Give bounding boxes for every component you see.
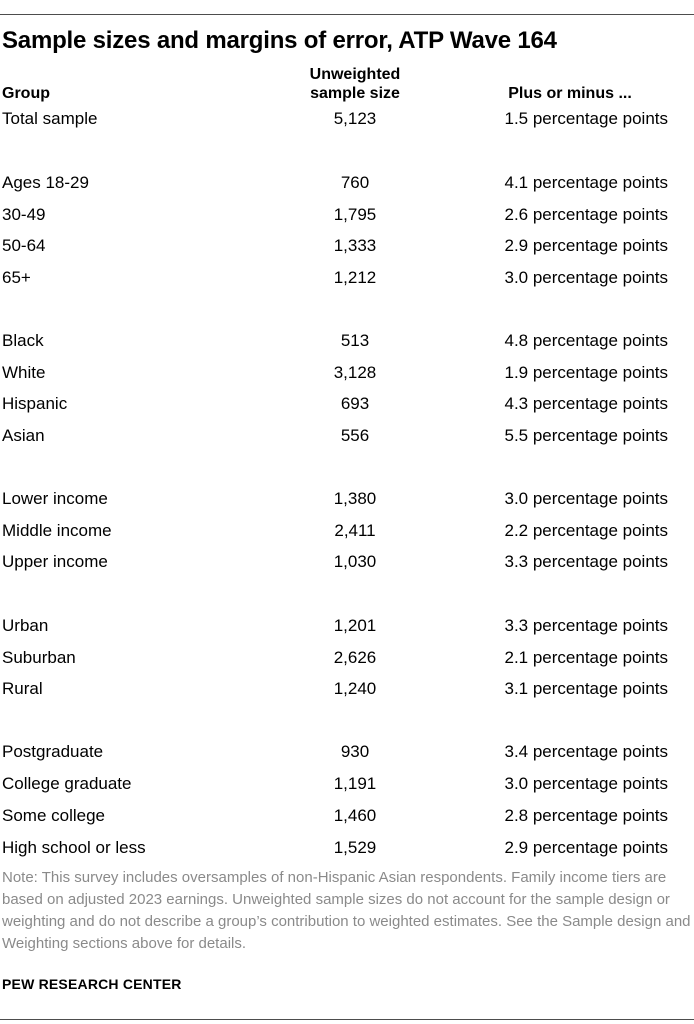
row-margin-of-error: 3.0 percentage points: [504, 774, 668, 793]
row-group: High school or less: [2, 838, 146, 857]
row-margin-of-error: 2.1 percentage points: [504, 648, 668, 667]
row-sample-size: 760: [340, 173, 370, 192]
row-margin-of-error: 3.0 percentage points: [504, 489, 668, 508]
row-group: Lower income: [2, 489, 108, 508]
row-margin-of-error: 2.9 percentage points: [504, 236, 668, 255]
row-margin-of-error: 3.0 percentage points: [504, 268, 668, 287]
source-credit: PEW RESEARCH CENTER: [2, 976, 182, 992]
row-margin-of-error: 1.5 percentage points: [504, 109, 668, 128]
row-margin-of-error: 4.1 percentage points: [504, 173, 668, 192]
row-margin-of-error: 1.9 percentage points: [504, 363, 668, 382]
row-group: Urban: [2, 616, 49, 635]
row-group: Black: [2, 331, 44, 350]
page-title: Sample sizes and margins of error, ATP Wave 164: [2, 27, 557, 54]
row-sample-size: 5,123: [333, 109, 377, 128]
row-group: 50-64: [2, 236, 46, 255]
row-group: College graduate: [2, 774, 132, 793]
row-margin-of-error: 4.3 percentage points: [504, 394, 668, 413]
row-margin-of-error: 5.5 percentage points: [504, 426, 668, 445]
row-margin-of-error: 3.3 percentage points: [504, 552, 668, 571]
column-header-margin-of-error: Plus or minus ...: [508, 85, 632, 102]
row-sample-size: 693: [340, 394, 370, 413]
row-sample-size: 1,191: [333, 774, 377, 793]
row-group: 65+: [2, 268, 31, 287]
row-margin-of-error: 3.3 percentage points: [504, 616, 668, 635]
row-group: Asian: [2, 426, 45, 445]
row-margin-of-error: 2.2 percentage points: [504, 521, 668, 540]
column-header-sample-size-line2: sample size: [310, 85, 400, 102]
row-group: White: [2, 363, 46, 382]
row-sample-size: 1,380: [333, 489, 377, 508]
row-margin-of-error: 2.9 percentage points: [504, 838, 668, 857]
row-sample-size: 1,030: [333, 552, 377, 571]
row-group: Middle income: [2, 521, 112, 540]
row-group: Some college: [2, 806, 106, 825]
footnote: Note: This survey includes oversamples of non-Hispanic Asian respondents. Family income tiers are based on adjusted 2023 earnings. Unweighted sample sizes do not account for the sample design or weighting and do not describe a group’s contribution to weighted estimates. See the Sample design and Weighting sections above for details.: [2, 869, 691, 952]
row-group: Ages 18-29: [2, 173, 89, 192]
column-header-group: Group: [2, 85, 50, 102]
row-group: 30-49: [2, 205, 46, 224]
row-margin-of-error: 4.8 percentage points: [504, 331, 668, 350]
row-group: Total sample: [2, 109, 98, 128]
row-margin-of-error: 3.4 percentage points: [504, 742, 668, 761]
row-sample-size: 556: [340, 426, 370, 445]
row-sample-size: 3,128: [333, 363, 377, 382]
row-group: Rural: [2, 679, 43, 698]
row-group: Upper income: [2, 552, 108, 571]
row-sample-size: 1,460: [333, 806, 377, 825]
top-divider: [0, 14, 694, 15]
row-sample-size: 1,201: [333, 616, 377, 635]
bottom-divider: [0, 1019, 694, 1020]
row-sample-size: 1,240: [333, 679, 377, 698]
row-margin-of-error: 2.8 percentage points: [504, 806, 668, 825]
row-sample-size: 1,333: [333, 236, 377, 255]
row-sample-size: 1,529: [333, 838, 377, 857]
row-sample-size: 1,795: [333, 205, 377, 224]
row-sample-size: 2,411: [334, 521, 376, 540]
row-group: Suburban: [2, 648, 76, 667]
row-group: Postgraduate: [2, 742, 104, 761]
row-sample-size: 513: [340, 331, 370, 350]
row-margin-of-error: 3.1 percentage points: [504, 679, 668, 698]
column-header-sample-size: [255, 65, 455, 103]
row-group: Hispanic: [2, 394, 68, 413]
row-sample-size: 1,212: [333, 268, 377, 287]
row-margin-of-error: 2.6 percentage points: [504, 205, 668, 224]
row-sample-size: 2,626: [333, 648, 377, 667]
column-header-sample-size-line1: Unweighted: [309, 66, 401, 83]
row-sample-size: 930: [340, 742, 370, 761]
